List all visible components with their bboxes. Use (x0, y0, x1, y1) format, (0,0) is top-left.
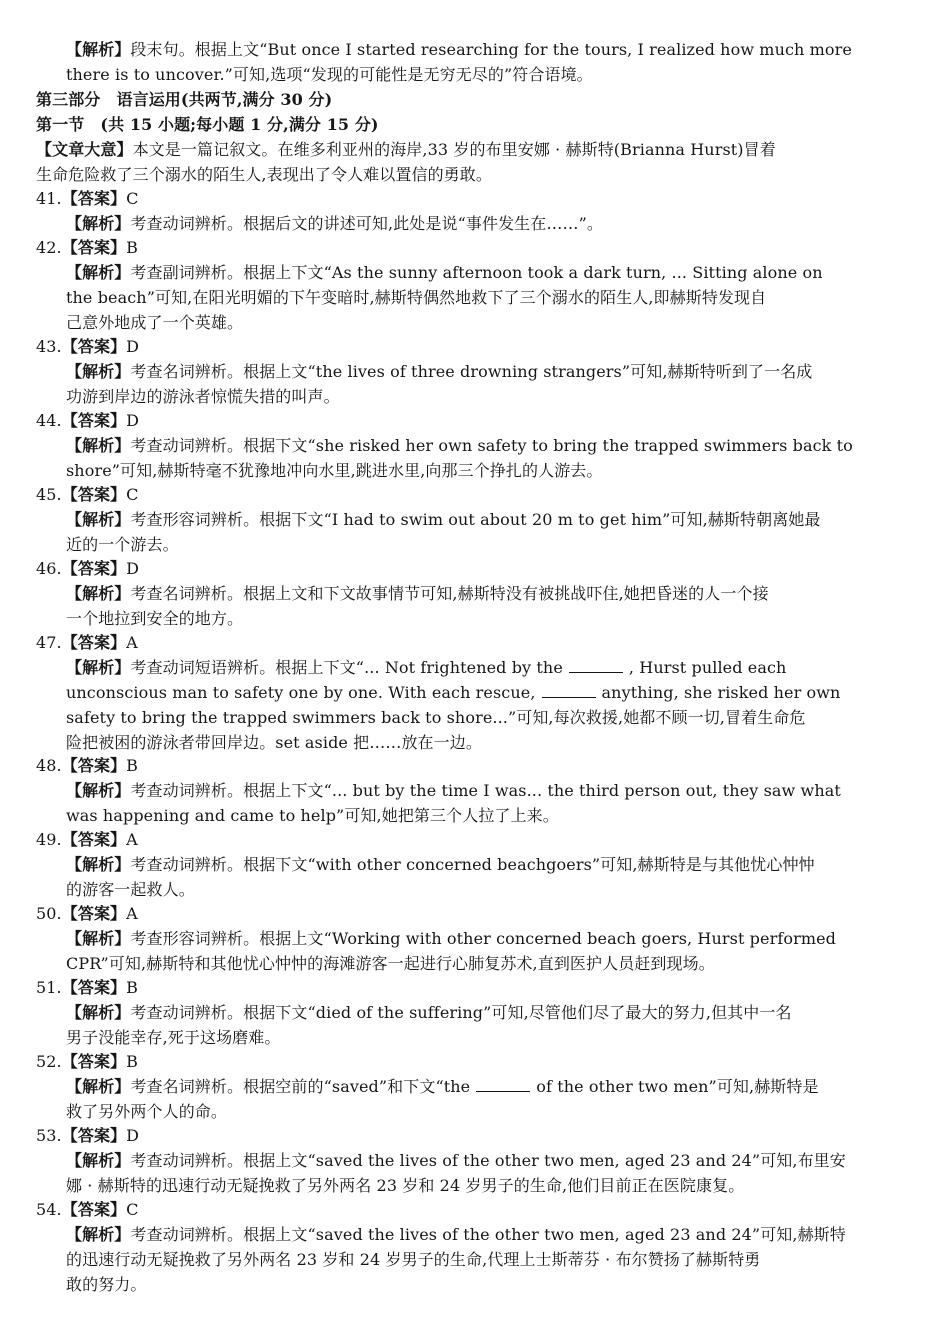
analysis-tag: 【解析】 (66, 929, 131, 948)
answer-tag: 【答案】 (61, 189, 127, 208)
analysis-text: , Hurst pulled each (628, 658, 787, 677)
question-number: 41. (36, 189, 62, 208)
analysis-line-43-2: 功游到岸边的游泳者惊慌失措的叫声。 (66, 387, 340, 406)
answer-line-43 (36, 334, 856, 359)
analysis-line-51-2: 男子没能幸存,死于这场磨难。 (66, 1028, 281, 1047)
answer-value: D (126, 1126, 140, 1145)
analysis-line-42-2: the beach”可知,在阳光明媚的下午变暗时,赫斯特偶然地救下了三个溺水的陌生人,即赫斯特发现自 (66, 288, 767, 307)
part-title: 第三部分 语言运用(共两节,满分 30 分) (36, 90, 333, 109)
question-number: 48. (36, 756, 62, 775)
top-analysis-line-1 (66, 37, 886, 62)
analysis-line-54-2: 的迅速行动无疑挽救了另外两名 23 岁和 24 岁男子的生命,代理上士斯蒂芬 · 布尔赞扬了赫斯特勇 (66, 1250, 761, 1269)
analysis-line-48-2: was happening and came to help”可知,她把第三个人拉了上来。 (66, 806, 559, 825)
analysis-tag: 【解析】 (66, 1151, 131, 1170)
answer-line-45 (36, 482, 856, 507)
answer-line-54 (36, 1197, 856, 1222)
question-number: 50. (36, 904, 62, 923)
fill-in-blank (476, 1077, 530, 1092)
analysis-line-47-3: safety to bring the trapped swimmers back to shore...”可知,每次救援,她都不顾一切,冒着生命危 (66, 708, 806, 727)
analysis-text: 考查形容词辨析。根据上文“Working with other concerned beach goers, Hurst performed (130, 929, 837, 948)
question-number: 53. (36, 1126, 62, 1145)
analysis-text: 考查形容词辨析。根据下文“I had to swim out about 20 m to get him”可知,赫斯特朝离她最 (130, 510, 821, 529)
section-title: 第一节 (共 15 小题;每小题 1 分,满分 15 分) (36, 115, 379, 134)
analysis-tag: 【解析】 (66, 510, 131, 529)
answer-value: A (126, 633, 138, 652)
question-number: 43. (36, 337, 62, 356)
top-analysis-line-2: there is to uncover.”可知,选项“发现的可能性是无穷无尽的”符合语境。 (66, 65, 593, 84)
answer-value: B (126, 978, 139, 997)
answer-tag: 【答案】 (61, 485, 127, 504)
answer-value: C (126, 189, 139, 208)
question-number: 42. (36, 238, 62, 257)
question-number: 46. (36, 559, 62, 578)
answer-value: A (126, 904, 138, 923)
answer-tag: 【答案】 (61, 411, 127, 430)
answer-line-51 (36, 975, 856, 1000)
answer-line-53 (36, 1123, 856, 1148)
answer-line-47 (36, 630, 856, 655)
fill-in-blank (542, 683, 596, 698)
analysis-line-50-1 (66, 926, 886, 951)
analysis-line-54-3: 敢的努力。 (66, 1275, 147, 1294)
analysis-tag: 【解析】 (66, 214, 131, 233)
question-number: 45. (36, 485, 62, 504)
answer-line-50 (36, 901, 856, 926)
analysis-tag: 【解析】 (66, 362, 131, 381)
answer-value: B (126, 1052, 139, 1071)
summary-tag: 【文章大意】 (36, 140, 133, 159)
question-number: 44. (36, 411, 62, 430)
analysis-line-46-2: 一个地拉到安全的地方。 (66, 609, 244, 628)
summary-line-1 (36, 137, 856, 162)
analysis-text: 考查动词辨析。根据下文“she risked her own safety to bring the trapped swimmers back to (130, 436, 853, 455)
question-number: 51. (36, 978, 62, 997)
answer-value: D (126, 337, 140, 356)
analysis-line-42-1 (66, 260, 886, 285)
answer-value: D (126, 559, 140, 578)
question-number: 47. (36, 633, 62, 652)
analysis-line-53-1 (66, 1148, 886, 1173)
answer-tag: 【答案】 (61, 337, 127, 356)
fill-in-blank (569, 658, 623, 673)
answer-tag: 【答案】 (61, 238, 127, 257)
answer-tag: 【答案】 (61, 559, 127, 578)
answer-tag: 【答案】 (61, 1052, 127, 1071)
question-number: 52. (36, 1052, 62, 1071)
analysis-text: 考查副词辨析。根据上下文“As the sunny afternoon took a dark turn, ... Sitting alone on (130, 263, 823, 282)
analysis-line-45-1 (66, 507, 886, 532)
analysis-tag: 【解析】 (66, 436, 131, 455)
answer-line-52 (36, 1049, 856, 1074)
analysis-line-44-1 (66, 433, 886, 458)
analysis-text: 考查动词辨析。根据上下文“... but by the time I was... the third person out, they saw what (130, 781, 841, 800)
answer-tag: 【答案】 (61, 633, 127, 652)
analysis-text: unconscious man to safety one by one. With each rescue, (66, 683, 536, 702)
answer-line-44 (36, 408, 856, 433)
answer-tag: 【答案】 (61, 756, 127, 775)
analysis-line-48-1 (66, 778, 886, 803)
answer-line-41 (36, 186, 856, 211)
analysis-text: of the other two men”可知,赫斯特是 (536, 1077, 819, 1096)
analysis-line-44-2: shore”可知,赫斯特毫不犹豫地冲向水里,跳进水里,向那三个挣扎的人游去。 (66, 461, 603, 480)
answer-value: C (126, 1200, 139, 1219)
question-number: 49. (36, 830, 62, 849)
answer-line-48 (36, 753, 856, 778)
analysis-line-51-1 (66, 1000, 886, 1025)
analysis-tag: 【解析】 (66, 855, 131, 874)
analysis-line-50-2: CPR”可知,赫斯特和其他忧心忡忡的海滩游客一起进行心肺复苏术,直到医护人员赶到现场。 (66, 954, 715, 973)
analysis-tag: 【解析】 (66, 1003, 131, 1022)
analysis-tag: 【解析】 (66, 1077, 131, 1096)
analysis-tag: 【解析】 (66, 584, 131, 603)
analysis-tag: 【解析】 (66, 40, 131, 59)
analysis-line-52-1 (66, 1074, 886, 1099)
analysis-line-49-1 (66, 852, 886, 877)
analysis-text: 考查动词辨析。根据上文“saved the lives of the other two men, aged 23 and 24”可知,赫斯特 (130, 1225, 846, 1244)
analysis-line-52-2: 救了另外两个人的命。 (66, 1102, 228, 1121)
answer-value: B (126, 238, 139, 257)
analysis-text: 考查动词辨析。根据下文“died of the suffering”可知,尽管他们尽了最大的努力,但其中一名 (130, 1003, 792, 1022)
analysis-text: anything, she risked her own (601, 683, 841, 702)
analysis-line-47-2 (66, 680, 886, 705)
analysis-text: 考查动词辨析。根据后文的讲述可知,此处是说“事件发生在……”。 (130, 214, 603, 233)
analysis-text: 段末句。根据上文“But once I started researching for the tours, I realized how much more (130, 40, 852, 59)
analysis-line-43-1 (66, 359, 886, 384)
analysis-text: 考查动词辨析。根据下文“with other concerned beachgoers”可知,赫斯特是与其他忧心忡忡 (130, 855, 815, 874)
analysis-line-46-1 (66, 581, 886, 606)
analysis-line-41-1 (66, 211, 886, 236)
analysis-line-49-2: 的游客一起救人。 (66, 880, 195, 899)
answer-value: B (126, 756, 139, 775)
analysis-text: 考查名词辨析。根据空前的“saved”和下文“the (130, 1077, 471, 1096)
summary-text: 本文是一篇记叙文。在维多利亚州的海岸,33 岁的布里安娜 · 赫斯特(Brianna Hurst)冒着 (132, 140, 776, 159)
answer-tag: 【答案】 (61, 1200, 127, 1219)
analysis-line-54-1 (66, 1222, 886, 1247)
analysis-line-47-4: 险把被困的游泳者带回岸边。set aside 把……放在一边。 (66, 733, 482, 752)
answer-line-42 (36, 235, 856, 260)
answer-line-46 (36, 556, 856, 581)
analysis-line-42-3: 己意外地成了一个英雄。 (66, 313, 244, 332)
answer-tag: 【答案】 (61, 978, 127, 997)
answer-tag: 【答案】 (61, 904, 127, 923)
analysis-line-45-2: 近的一个游去。 (66, 535, 179, 554)
analysis-tag: 【解析】 (66, 263, 131, 282)
answer-tag: 【答案】 (61, 1126, 127, 1145)
answer-value: C (126, 485, 139, 504)
answer-value: D (126, 411, 140, 430)
analysis-text: 考查动词短语辨析。根据上下文“... Not frightened by the (130, 658, 563, 677)
answer-tag: 【答案】 (61, 830, 127, 849)
analysis-line-53-2: 娜 · 赫斯特的迅速行动无疑挽救了另外两名 23 岁和 24 岁男子的生命,他们目前正在医院康复。 (66, 1176, 745, 1195)
summary-line-2: 生命危险救了三个溺水的陌生人,表现出了令人难以置信的勇敢。 (36, 165, 492, 184)
analysis-text: 考查名词辨析。根据上文和下文故事情节可知,赫斯特没有被挑战吓住,她把昏迷的人一个接 (130, 584, 769, 603)
question-number: 54. (36, 1200, 62, 1219)
answer-line-49 (36, 827, 856, 852)
analysis-text: 考查名词辨析。根据上文“the lives of three drowning strangers”可知,赫斯特听到了一名成 (130, 362, 813, 381)
analysis-tag: 【解析】 (66, 1225, 131, 1244)
analysis-text: 考查动词辨析。根据上文“saved the lives of the other two men, aged 23 and 24”可知,布里安 (130, 1151, 846, 1170)
analysis-tag: 【解析】 (66, 781, 131, 800)
analysis-tag: 【解析】 (66, 658, 131, 677)
analysis-line-47-1 (66, 655, 886, 680)
answer-value: A (126, 830, 138, 849)
